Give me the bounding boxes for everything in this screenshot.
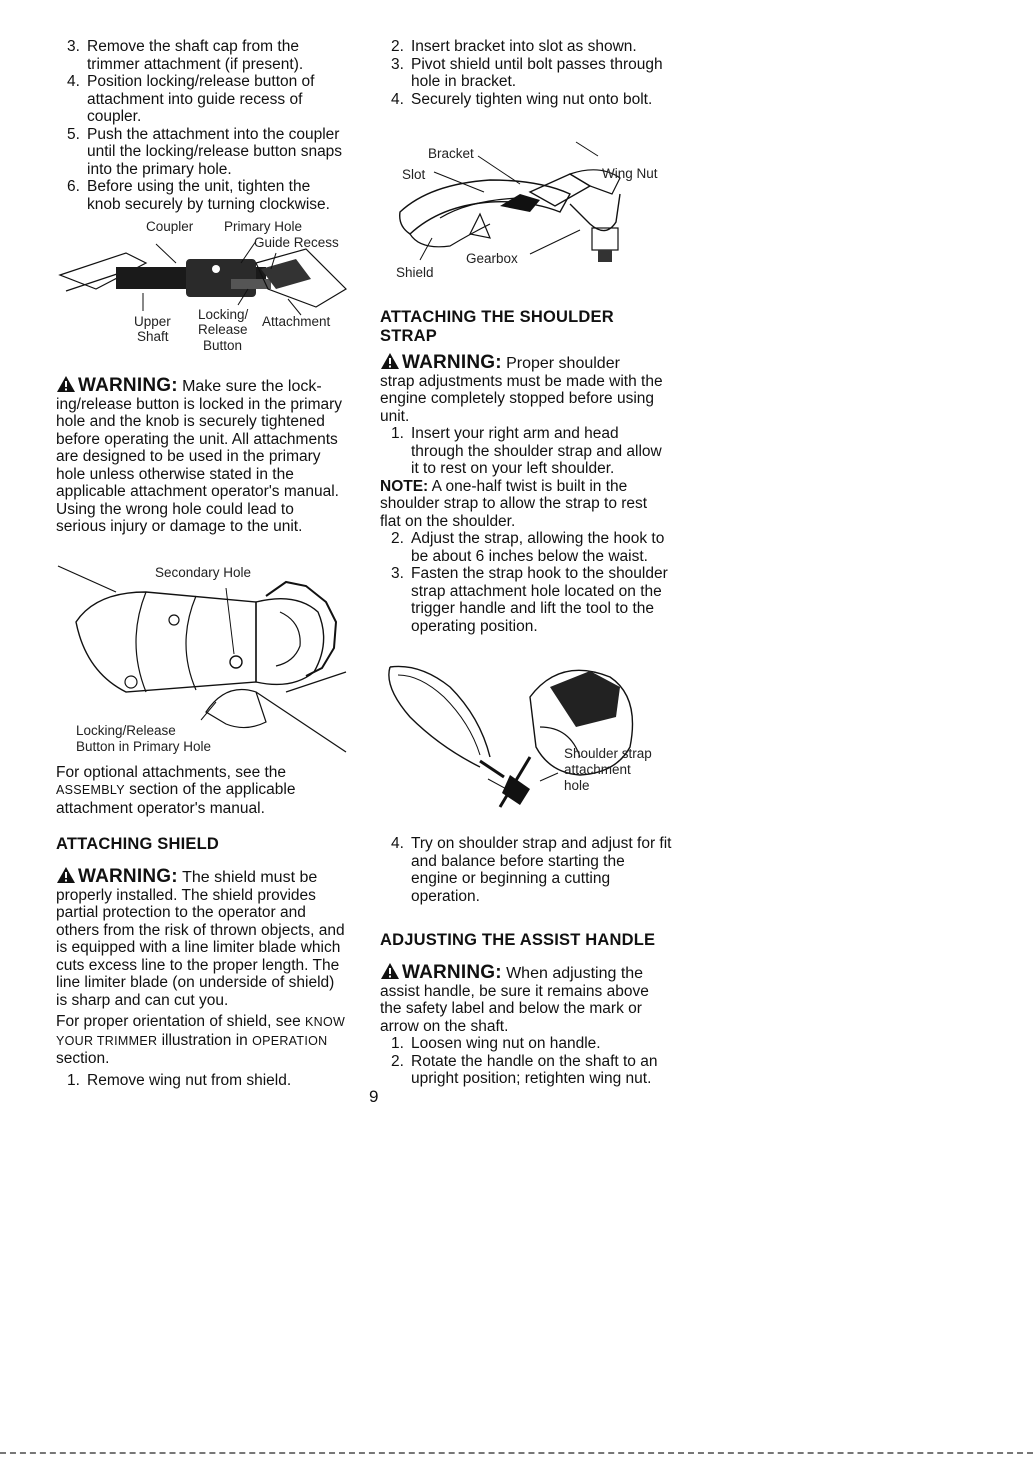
step-item: 6. Before using the unit, tighten the knob securely by turning clockwise. [67,178,330,213]
warning-lead: Make sure the lock- [182,378,322,395]
step-item: 4. Securely tighten wing nut onto bolt. [391,90,653,108]
strap-hole-label-2: attachment [564,762,631,777]
guide-recess-label: Guide Recess [254,235,339,250]
step-item: 3. Fasten the strap hook to the shoulder strap attachment hole located on the trigger handle and lift the tool to the operating position. [391,565,668,635]
warning-text: properly installed. The shield provides partial protection to the operator and others from the risk of thrown objects, and is equipped with a line limiter blade which cuts excess line to the proper length. The line limiter blade (on underside of shield) is sharp and can cut you. [56,886,345,1009]
upper-shaft-label: Upper [134,314,171,329]
warning-icon [56,866,76,884]
optional-attachments-text: For optional attachments, see the ASSEMBLY section of the applicable attachment operator's manual. [56,763,296,817]
warning-icon [380,352,400,370]
primary-hole-label: Primary Hole [224,219,303,234]
warning-shield [56,866,348,1009]
warning-heading: WARNING: [402,962,502,983]
step-item: 5. Push the attachment into the coupler until the locking/release button snaps into the primary hole. [67,125,343,178]
strap-hole-label-3: hole [564,778,590,793]
step-item: 4. Try on shoulder strap and adjust for fit and balance before starting the engine or beginning a cutting operation. [391,835,672,905]
steps-list-c [380,38,672,108]
warning-text: ing/release button is locked in the primary hole and the knob is securely tightened before operating the unit. All attachments are designed to be used in the primary hole unless otherwise stated in the applicable attachment operator's manual. Using the wrong hole could lead to serious injury or damage to the unit. [56,395,343,535]
secondary-hole-label: Secondary Hole [155,564,252,580]
warning-lead: When adjusting the [506,965,644,982]
locking-button-label-2: Release [198,322,248,337]
locking-button-label: Locking/ [198,307,249,322]
bottom-dashed-rule [0,1452,1033,1454]
secondary-hole-figure [56,562,348,754]
shield-label: Shield [396,265,434,280]
locking-release-label-2: Button in Primary Hole [76,738,212,754]
warning-heading: WARNING: [78,866,178,887]
attaching-shield-title: ATTACHING SHIELD [56,835,219,853]
warning-text: strap adjustments must be made with the engine completely stopped before using unit. [380,372,663,425]
steps-list-g [380,1035,672,1088]
warning-heading: WARNING: [78,375,178,396]
steps-list-a [56,38,348,213]
coupler-figure [56,219,348,365]
steps-list-b [56,1072,348,1090]
bracket-label: Bracket [428,146,474,161]
warning-text: assist handle, be sure it remains above the safety label and below the mark or arrow on the shaft. [380,982,649,1035]
right-column [380,38,672,1088]
step-item: 2. Insert bracket into slot as shown. [391,38,637,55]
step-item: 2. Rotate the handle on the shaft to an upright position; retighten wing nut. [391,1052,658,1087]
warning-assist [380,962,672,1035]
steps-list-d [380,425,672,478]
left-column [56,38,348,1089]
locking-release-label: Locking/Release [76,722,176,738]
step-item: 1. Insert your right arm and head through the shoulder strap and allow it to rest on your left shoulder. [391,425,662,477]
steps-list-e [380,530,672,635]
step-item: 3. Pivot shield until bolt passes through hole in bracket. [391,55,663,90]
locking-button-label-3: Button [203,338,243,353]
warning-icon [56,375,76,393]
step-item: 1. Remove wing nut from shield. [67,1071,292,1089]
upper-shaft-label-2: Shaft [137,329,169,344]
coupler-label: Coupler [146,219,194,234]
step-item: 2. Adjust the strap, allowing the hook to be about 6 inches below the waist. [391,530,665,565]
warning-lead: Proper shoulder [506,355,620,372]
warning-heading: WARNING: [402,352,502,373]
shoulder-strap-illustration [380,657,672,819]
step-item: 3. Remove the shaft cap from the trimmer attachment (if present). [67,38,304,73]
shield-bracket-figure [380,134,672,294]
warning-lock [56,375,348,536]
steps-list-f [380,835,672,905]
slot-label: Slot [402,167,426,182]
attachment-label: Attachment [262,314,331,329]
gearbox-label: Gearbox [466,251,518,266]
step-item: 4. Position locking/release button of attachment into guide recess of coupler. [67,73,315,125]
assist-handle-title: ADJUSTING THE ASSIST HANDLE [380,931,656,949]
shield-orientation-text: For proper orientation of shield, see KNOW YOUR TRIMMER illustration in OPERATION section. [56,1013,346,1067]
wing-nut-label: Wing Nut [602,166,658,181]
strap-hole-label: Shoulder strap [564,746,652,761]
note-text: NOTE: A one-half twist is built in the shoulder strap to allow the strap to rest flat on the shoulder. [380,477,648,530]
attaching-strap-title: ATTACHING THE SHOULDER STRAP [380,308,614,345]
page-number: 9 [369,1087,379,1106]
warning-icon [380,962,400,980]
step-item: 1. Loosen wing nut on handle. [391,1035,601,1052]
warning-strap [380,352,672,425]
shoulder-strap-figure [380,657,672,819]
warning-lead: The shield must be [182,869,318,886]
